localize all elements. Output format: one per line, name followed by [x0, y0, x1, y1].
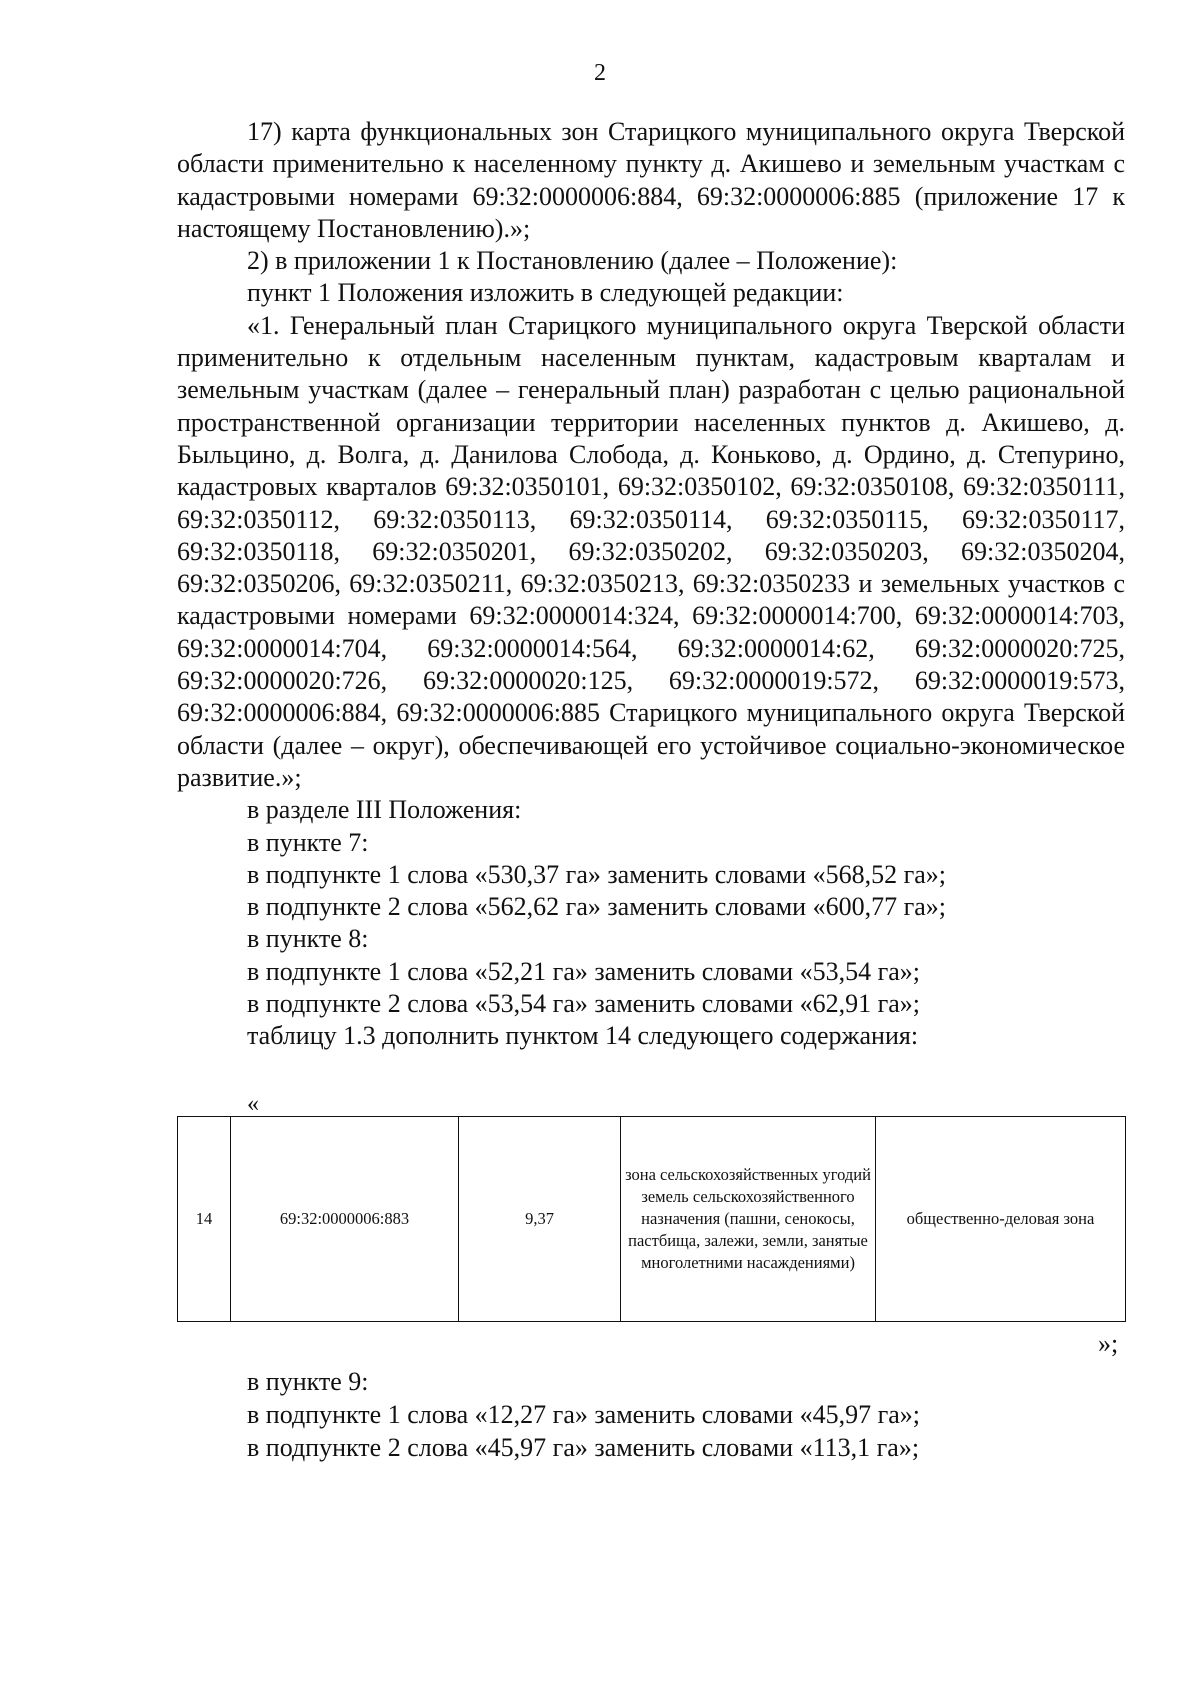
table-row [178, 1117, 1126, 1322]
paragraph-point-9-sub-1: в подпункте 1 слова «12,27 га» заменить словами «45,97 га»; [247, 1400, 921, 1429]
table-1-3-addition [177, 1116, 1126, 1322]
cell-zone-to: общественно-деловая зона [876, 1117, 1126, 1322]
page-number: 2 [594, 60, 606, 86]
paragraph-point-9: в пункте 9: [247, 1367, 369, 1396]
paragraph-clause-1-text: «1. Генеральный план Старицкого муниципального округа Тверской области применительно к отдельным населенным пунктам, кадастровым кварталам и земельным участкам (далее – генеральный план) разработан с целью рациональной пространственной организации территории населенных пунктов д. Акишево, д. Быльцино, д. Волга, д. Данилова Слобода, д. Коньково, д. Ордино, д. Степурино, кадастровых кварталов 69:32:0350101, 69:32:0350102, 69:32:0350108, 69:32:0350111, 69:32:0350112, 69:32:0350113, 69:32:0350114, 69:32:0350115, 69:32:0350117, 69:32:0350118, 69:32:0350201, 69:32:0350202, 69:32:0350203, 69:32:0350204, 69:32:0350206, 69:32:0350211, 69:32:0350213, 69:32:0350233 и земельных участков с кадастровыми номерами 69:32:0000014:324, 69:32:0000014:700, 69:32:0000014:703, 69:32:0000014:704, 69:32:0000014:564, 69:32:0000014:62, 69:32:0000020:725, 69:32:0000020:726, 69:32:0000020:125, 69:32:0000019:572, 69:32:0000019:573, 69:32:0000006:884, 69:32:0000006:885 Старицкого муниципального округа Тверской области (далее – округ), обеспечивающей его устойчивое социально-экономическое развитие.»; [177, 310, 1125, 792]
cell-area: 9,37 [459, 1117, 621, 1322]
paragraph-point-7-sub-2: в подпункте 2 слова «562,62 га» заменить словами «600,77 га»; [247, 892, 947, 922]
paragraph-appendix-1: 2) в приложении 1 к Постановлению (далее – Положение): [247, 246, 898, 276]
paragraph-point-8-sub-1: в подпункте 1 слова «52,21 га» заменить словами «53,54 га»; [247, 956, 921, 986]
quote-open: « [247, 1091, 259, 1117]
paragraph-point-8: в пункте 8: [247, 924, 369, 954]
quote-close: »; [1098, 1329, 1119, 1358]
paragraph-clause-1-intro: пункт 1 Положения изложить в следующей редакции: [247, 278, 844, 308]
paragraph-point-7-sub-1: в подпункте 1 слова «530,37 га» заменить словами «568,52 га»; [247, 859, 947, 889]
paragraph-table-intro: таблицу 1.3 дополнить пунктом 14 следующего содержания: [247, 1021, 919, 1051]
paragraph-point-7: в пункте 7: [247, 827, 369, 857]
tail-text [247, 1365, 1125, 1464]
cell-zone-from: зона сельскохозяйственных угодий земель сельскохозяйственного назначения (пашни, сенокосы, пастбища, залежи, земли, занятые многолетними насаждениями) [621, 1117, 876, 1322]
paragraph-item-17: 17) карта функциональных зон Старицкого муниципального округа Тверской области применительно к населенному пункту д. Акишево и земельным участкам с кадастровыми номерами 69:32:0000006:884, 69:32:0000006:885 (приложение 17 к настоящему Постановлению).»; [177, 117, 1125, 243]
paragraph-point-8-sub-2: в подпункте 2 слова «53,54 га» заменить словами «62,91 га»; [247, 989, 921, 1019]
paragraph-point-9-sub-2: в подпункте 2 слова «45,97 га» заменить словами «113,1 га»; [247, 1433, 920, 1462]
body-text [177, 116, 1125, 1053]
cell-cadastral-number: 69:32:0000006:883 [231, 1117, 459, 1322]
cell-number: 14 [178, 1117, 231, 1322]
paragraph-section-3: в разделе III Положения: [247, 795, 522, 825]
